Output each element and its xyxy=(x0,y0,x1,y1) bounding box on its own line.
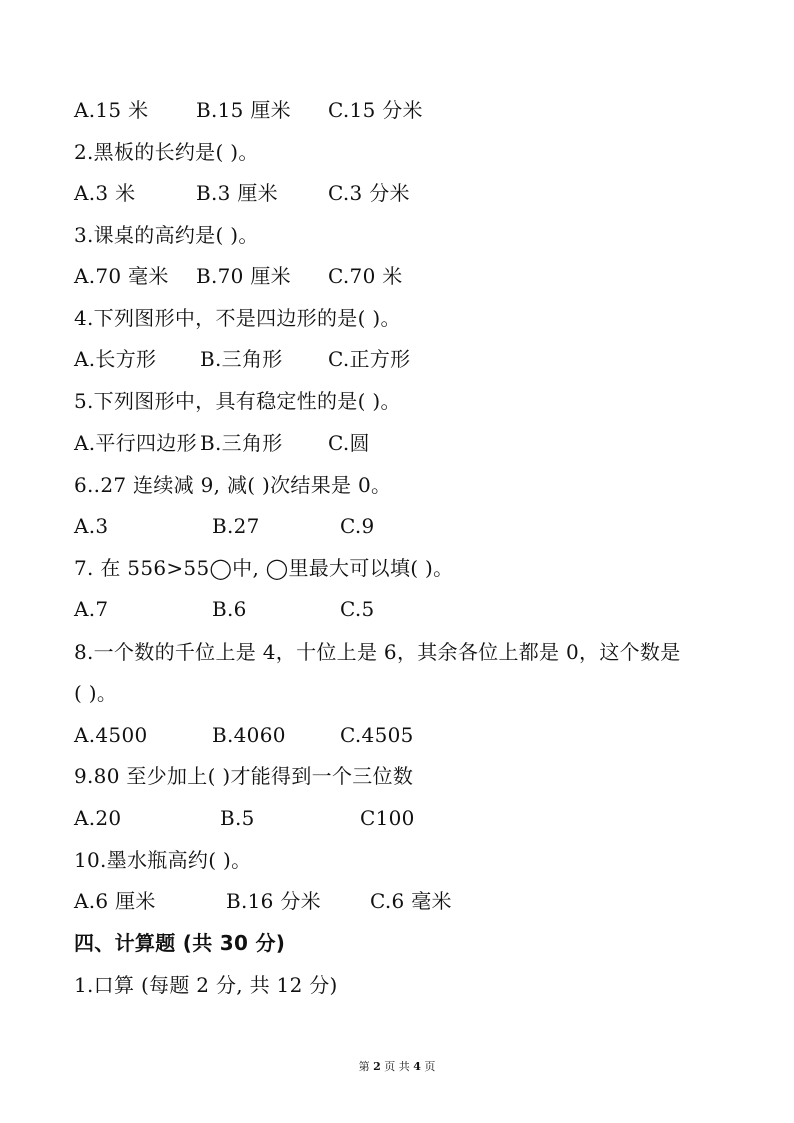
q10-option-b: B.16 分米 xyxy=(226,889,321,913)
q1-option-c: C.15 分米 xyxy=(328,98,423,122)
q4-option-c: C.正方形 xyxy=(328,347,411,371)
q8-option-a: A.4500 xyxy=(74,723,148,747)
section-heading: 四、计算题 (共 30 分) xyxy=(74,931,286,955)
footer-middle: 页 共 xyxy=(384,1060,410,1073)
q1-option-a: A.15 米 xyxy=(74,98,149,122)
footer-page-number: 2 xyxy=(373,1060,381,1073)
q9-option-a: A.20 xyxy=(74,806,122,830)
q5-question: 5.下列图形中，具有稳定性的是( )。 xyxy=(74,389,401,413)
q10-option-a: A.6 厘米 xyxy=(74,889,156,913)
q8-question: 8.一个数的千位上是 4，十位上是 6，其余各位上都是 0，这个数是 xyxy=(74,640,681,664)
q6-option-b: B.27 xyxy=(212,514,260,538)
q5-option-b: B.三角形 xyxy=(200,431,283,455)
q9-question: 9.80 至少加上( )才能得到一个三位数 xyxy=(74,764,414,788)
q4-question: 4.下列图形中，不是四边形的是( )。 xyxy=(74,306,401,330)
q2-option-a: A.3 米 xyxy=(74,181,136,205)
q2-option-b: B.3 厘米 xyxy=(196,181,278,205)
page-footer xyxy=(0,1058,794,1074)
q6-option-a: A.3 xyxy=(74,514,109,538)
footer-suffix: 页 xyxy=(424,1060,436,1073)
footer-prefix: 第 xyxy=(358,1060,370,1073)
q3-question: 3.课桌的高约是( )。 xyxy=(74,223,259,247)
q4-option-a: A.长方形 xyxy=(74,347,157,371)
q1-option-b: B.15 厘米 xyxy=(196,98,291,122)
q9-option-c: C100 xyxy=(360,806,415,830)
q8-question-continued: ( )。 xyxy=(74,681,118,705)
q10-option-c: C.6 毫米 xyxy=(370,889,452,913)
q10-question: 10.墨水瓶高约( )。 xyxy=(74,848,252,872)
q7-option-a: A.7 xyxy=(74,597,109,621)
sub-heading: 1.口算 (每题 2 分, 共 12 分) xyxy=(74,973,338,997)
q6-question: 6..27 连续减 9, 减( )次结果是 0。 xyxy=(74,473,392,497)
q3-option-c: C.70 米 xyxy=(328,264,403,288)
q7-option-b: B.6 xyxy=(212,597,247,621)
q8-option-b: B.4060 xyxy=(212,723,286,747)
q8-option-c: C.4505 xyxy=(340,723,414,747)
q2-option-c: C.3 分米 xyxy=(328,181,410,205)
q5-option-c: C.圆 xyxy=(328,431,370,455)
q3-option-b: B.70 厘米 xyxy=(196,264,291,288)
q5-option-a: A.平行四边形 xyxy=(74,431,197,455)
q3-option-a: A.70 毫米 xyxy=(74,264,169,288)
q2-question: 2.黑板的长约是( )。 xyxy=(74,140,259,164)
q6-option-c: C.9 xyxy=(340,514,375,538)
q7-option-c: C.5 xyxy=(340,597,375,621)
footer-total-pages: 4 xyxy=(413,1060,421,1073)
q4-option-b: B.三角形 xyxy=(200,347,283,371)
q7-question: 7. 在 556>55◯中, ◯里最大可以填( )。 xyxy=(74,556,454,580)
q9-option-b: B.5 xyxy=(220,806,255,830)
